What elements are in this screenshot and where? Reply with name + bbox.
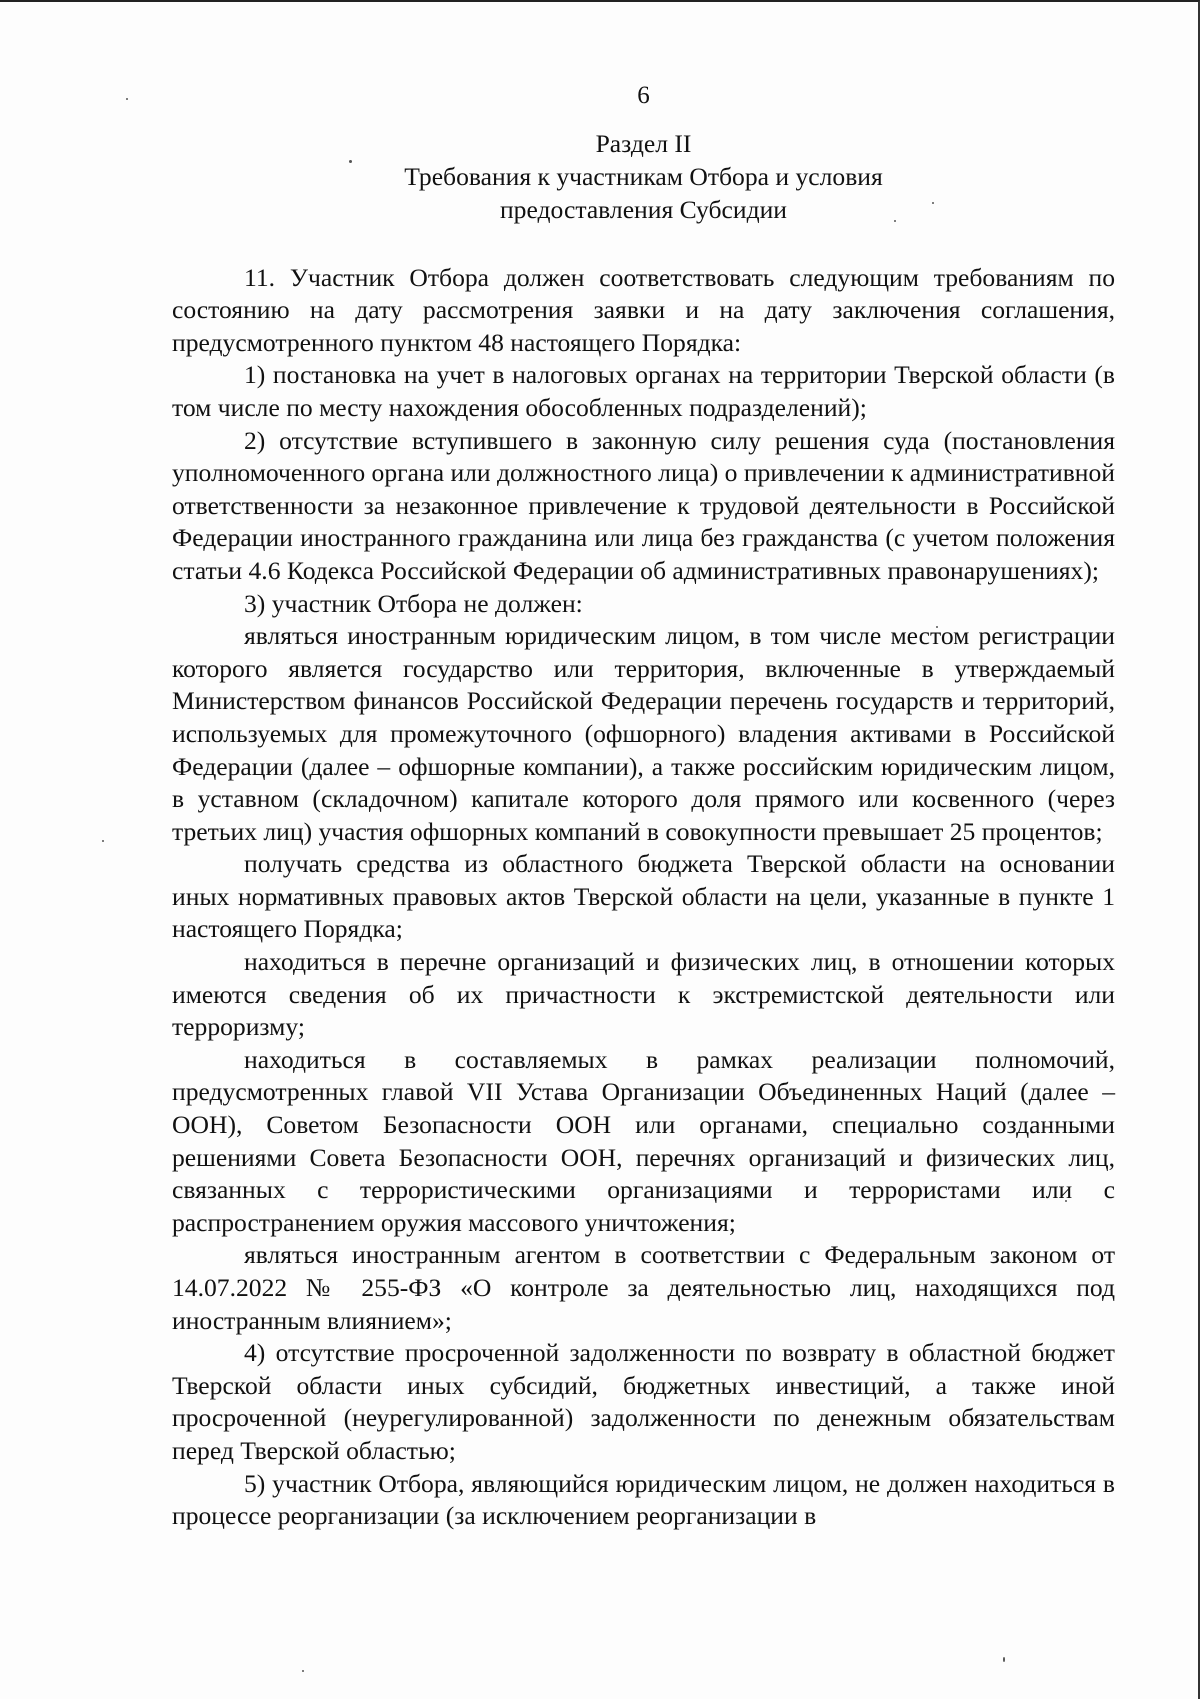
paragraph-subitem-2: 2) отсутствие вступившего в законную силу решения суда (постановления уполномоченного органа или должностного лица) о привлечении к административной ответственности за незаконное привлечение к трудовой деятельности в Российской Федерации иностранного гражданина или лица без гражданства (с учетом положения статьи 4.6 Кодекса Российской Федерации об административных правонарушениях); [172, 425, 1115, 585]
scan-speck [302, 1670, 304, 1672]
paragraph-subitem-5: 5) участник Отбора, являющийся юридическим лицом, не должен находиться в процессе реорганизации (за исключением реорганизации в [172, 1468, 1115, 1531]
document-body [172, 80, 1115, 1533]
section-heading [172, 127, 1115, 226]
paragraph-un-lists: находиться в составляемых в рамках реализации полномочий, предусмотренных главой VII Устава Организации Объединенных Наций (далее – ООН), Советом Безопасности ООН или органами, специально созданными решениями Совета Безопасности ООН, перечнях организаций и физических лиц, связанных с террористическими организациями и террористами или с распространением оружия массового уничтожения; [172, 1044, 1115, 1237]
section-title-line-2: предоставления Субсидии [499, 194, 788, 224]
scan-speck [1003, 1657, 1005, 1662]
section-label: Раздел II [595, 128, 692, 158]
paragraph-extremism-list: находиться в перечне организаций и физических лиц, в отношении которых имеются сведения об их причастности к экстремистской деятельности или терроризму; [172, 947, 1115, 1042]
section-title-line-1: Требования к участникам Отбора и условия [404, 161, 883, 191]
paragraph-item-11: 11. Участник Отбора должен соответствовать следующим требованиям по состоянию на дату рассмотрения заявки и на дату заключения соглашения, предусмотренного пунктом 48 настоящего Порядка: [172, 262, 1115, 357]
paragraph-offshore: являться иностранным юридическим лицом, в том числе местом регистрации которого является государство или территория, включенные в утверждаемый Министерством финансов Российской Федерации перечень государств и территорий, используемых для промежуточного (офшорного) владения активами в Российской Федерации (далее – офшорные компании), а также российским юридическим лицом, в уставном (складочном) капитале которого доля прямого или косвенного (через третьих лиц) участия офшорных компаний в совокупности превышает 25 процентов; [172, 621, 1115, 846]
page-number: 6 [637, 82, 650, 109]
paragraph-subitem-3: 3) участник Отбора не должен: [244, 588, 583, 618]
scan-speck [102, 840, 104, 842]
paragraph-budget-funds: получать средства из областного бюджета Тверской области на основании иных нормативных правовых актов Тверской области на цели, указанные в пункте 1 настоящего Порядка; [172, 849, 1115, 944]
paragraph-foreign-agent: являться иностранным агентом в соответствии с Федеральным законом от 14.07.2022 № 255-ФЗ «О контроле за деятельностью лиц, находящихся под иностранным влиянием»; [172, 1240, 1115, 1335]
paragraph-subitem-1: 1) постановка на учет в налоговых органах на территории Тверской области (в том числе по месту нахождения обособленных подразделений); [172, 360, 1115, 422]
paragraph-subitem-4: 4) отсутствие просроченной задолженности по возврату в областной бюджет Тверской области иных субсидий, бюджетных инвестиций, а также иной просроченной (неурегулированной) задолженности по денежным обязательствам перед Тверской областью; [172, 1338, 1115, 1465]
scan-speck [126, 98, 128, 100]
